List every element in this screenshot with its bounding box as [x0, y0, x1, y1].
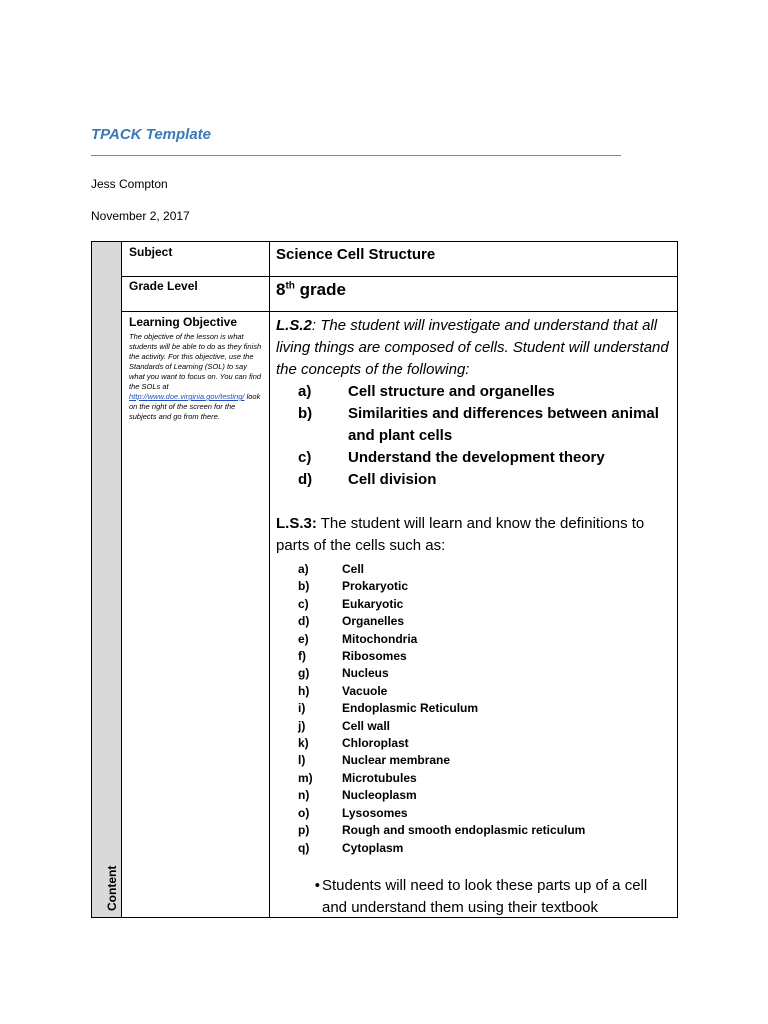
- list-marker: j): [298, 718, 306, 733]
- list-text: Nuclear membrane: [342, 753, 451, 768]
- list-text: Rough and smooth endoplasmic reticulum: [342, 823, 586, 838]
- objective-note-after: look on the right of the screen for the subjects and go from there.: [129, 392, 261, 421]
- list-text: Lysosomes: [342, 805, 408, 820]
- column-divider: [269, 242, 270, 917]
- ls3-list: [276, 561, 674, 857]
- bullet-text: Students will need to look these parts up of a cell and understand them using their textbook: [322, 876, 648, 916]
- ls2-paragraph: [276, 315, 674, 381]
- ls3-code: L.S.3:: [276, 515, 317, 532]
- grade-value: [276, 280, 346, 300]
- ls3-item: [276, 822, 674, 839]
- tpack-table: [91, 241, 678, 918]
- ls3-item: [276, 665, 674, 682]
- list-text: Cell division: [348, 471, 437, 488]
- list-text: Microtubules: [342, 770, 417, 785]
- ls3-item: [276, 752, 674, 769]
- section-label: Content: [105, 865, 119, 911]
- ls3-item: [276, 596, 674, 613]
- ls3-item: [276, 735, 674, 752]
- ls2-item: [276, 469, 674, 491]
- list-text: Organelles: [342, 614, 405, 629]
- objective-note: [129, 332, 264, 422]
- list-marker: o): [298, 805, 310, 820]
- list-marker: f): [298, 649, 306, 664]
- list-marker: b): [298, 405, 313, 422]
- row-divider: [122, 276, 677, 277]
- list-text: Vacuole: [342, 683, 388, 698]
- subject-value: Science Cell Structure: [276, 246, 436, 263]
- list-text: Understand the development theory: [348, 449, 605, 466]
- list-marker: q): [298, 840, 310, 855]
- ls3-item: [276, 805, 674, 822]
- list-marker: h): [298, 683, 310, 698]
- ls3-item: [276, 578, 674, 595]
- list-marker: l): [298, 753, 306, 768]
- list-marker: c): [298, 596, 309, 611]
- list-marker: d): [298, 471, 313, 488]
- row-divider: [122, 311, 677, 312]
- ls2-list: [276, 381, 674, 491]
- ls3-item: [276, 631, 674, 648]
- ls2-code: L.S.2: [276, 317, 312, 334]
- list-text: Ribosomes: [342, 649, 407, 664]
- bullet-dot: •: [314, 876, 320, 894]
- list-text: Chloroplast: [342, 736, 409, 751]
- page-title: TPACK Template: [91, 126, 212, 143]
- ls2-item: [276, 381, 674, 403]
- bullet-note: [276, 875, 674, 919]
- objective-label: Learning Objective: [129, 315, 238, 329]
- title-underline: [91, 155, 621, 156]
- list-marker: n): [298, 788, 310, 803]
- grade-number: 8: [276, 280, 286, 299]
- list-marker: g): [298, 666, 310, 681]
- list-marker: d): [298, 614, 310, 629]
- sol-link[interactable]: http://www.doe.virginia.gov/testing/: [129, 392, 245, 401]
- ls3-item: [276, 561, 674, 578]
- author-name: Jess Compton: [91, 177, 168, 191]
- ls3-item: [276, 770, 674, 787]
- subject-label: Subject: [129, 245, 173, 259]
- list-marker: c): [298, 449, 312, 466]
- list-text: Mitochondria: [342, 631, 418, 646]
- ls2-item: [276, 447, 674, 469]
- list-marker: i): [298, 701, 306, 716]
- grade-ordinal: th: [285, 280, 295, 292]
- ls3-text: The student will learn and know the definitions to parts of the cells such as:: [276, 515, 645, 554]
- objective-note-text: The objective of the lesson is what students will be able to do as they finish the activity. For this objective, use the Standards of Learning (SOL) to say what you want to focus on. You can find the SOLs at: [129, 332, 262, 391]
- list-text: Endoplasmic Reticulum: [342, 701, 479, 716]
- list-text: Prokaryotic: [342, 579, 409, 594]
- ls2-item: [276, 403, 674, 447]
- ls3-item: [276, 700, 674, 717]
- ls3-item: [276, 613, 674, 630]
- section-sidebar: [92, 242, 122, 917]
- list-text: Cell: [342, 562, 365, 576]
- list-marker: k): [298, 736, 309, 751]
- list-text: Similarities and differences between animal and plant cells: [348, 405, 659, 444]
- list-marker: p): [298, 823, 310, 838]
- grade-suffix: grade: [294, 280, 346, 299]
- ls3-item: [276, 718, 674, 735]
- list-marker: b): [298, 579, 310, 594]
- list-text: Cell wall: [342, 718, 391, 733]
- ls3-item: [276, 787, 674, 804]
- ls3-paragraph: [276, 513, 674, 557]
- list-text: Eukaryotic: [342, 596, 404, 611]
- list-marker: m): [298, 770, 313, 785]
- list-marker: a): [298, 383, 312, 400]
- ls3-item: [276, 648, 674, 665]
- list-text: Nucleoplasm: [342, 788, 417, 803]
- grade-label: Grade Level: [129, 279, 198, 293]
- ls2-text: : The student will investigate and understand that all living things are composed of cells. Student will understand the concepts of the following:: [276, 317, 669, 378]
- ls3-item: [276, 683, 674, 700]
- objective-content: [276, 315, 674, 919]
- document-date: November 2, 2017: [91, 209, 190, 223]
- list-marker: a): [298, 562, 309, 576]
- list-text: Cell structure and organelles: [348, 383, 555, 400]
- ls3-item: [276, 840, 674, 857]
- list-text: Nucleus: [342, 666, 389, 681]
- list-text: Cytoplasm: [342, 840, 404, 855]
- list-marker: e): [298, 631, 309, 646]
